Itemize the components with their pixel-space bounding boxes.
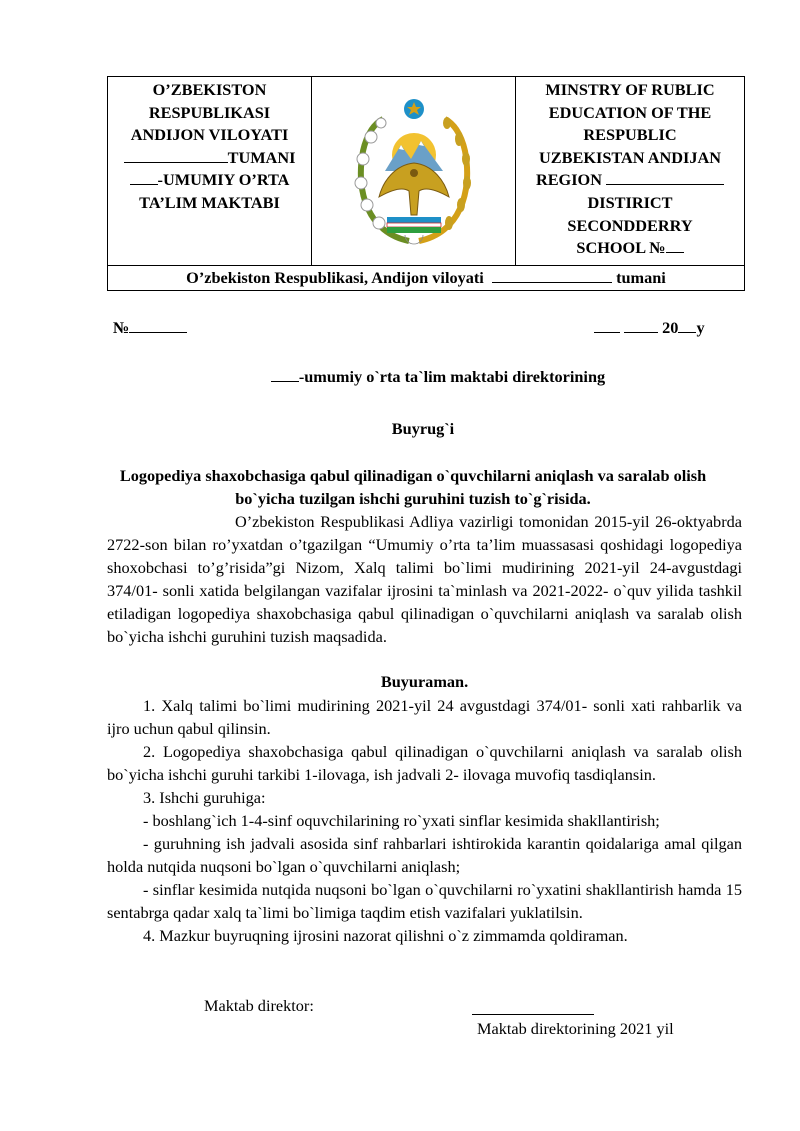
- order-item-4: 4. Mazkur buyruqning ijrosini nazorat qilishni o`z zimmamda qoldiraman.: [143, 926, 628, 945]
- date-day-blank[interactable]: [594, 318, 620, 333]
- signature-blank[interactable]: [472, 1014, 594, 1015]
- heading-text: -umumiy o`rta ta`lim maktabi direktorining: [298, 367, 606, 386]
- order-date-line: [594, 318, 705, 338]
- letterhead-emblem-cell: [312, 77, 516, 266]
- school-no-blank[interactable]: [666, 238, 684, 253]
- order-number-line: [113, 318, 187, 338]
- order-item-3b: - guruhning ish jadvali asosida sinf rahbarlari ishtirokida karantin qoidalariga amal qilgan holda nutqida nuqsoni bo`lgan o`quvchilarni aniqlash;: [107, 834, 742, 876]
- preamble-paragraph: [107, 510, 742, 648]
- order-item-3a: - boshlang`ich 1-4-sinf oquvchilarining ro`yxati sinflar kesimida shakllantirish;: [143, 811, 660, 830]
- right-line-3: RESPUBLIC: [583, 125, 677, 145]
- signature-label: Maktab direktor:: [204, 996, 314, 1015]
- school-director-heading: [0, 367, 800, 387]
- address-district-blank[interactable]: [492, 268, 612, 283]
- heading-school-number-blank[interactable]: [271, 367, 299, 382]
- left-line-5: -UMUMIY O’RTA: [157, 170, 290, 190]
- left-line-2: RESPUBLIKASI: [148, 102, 271, 122]
- right-line-7: SECONDDERRY: [567, 215, 693, 235]
- order-item-3c: - sinflar kesimida nutqida nuqsoni bo`lgan o`quvchilarni ro`yxatini shakllantirish hamda 15 sentabrga qadar xalq ta`limi bo`limiga taqdim etish vazifalari yuklatilsin.: [107, 880, 742, 922]
- district-blank[interactable]: [124, 148, 228, 163]
- school-number-blank[interactable]: [130, 170, 158, 185]
- letterhead-right-cell: [516, 77, 745, 266]
- order-verb: Buyuraman.: [380, 672, 469, 691]
- right-line-1: MINSTRY OF RUBLIC: [545, 80, 715, 99]
- left-line-1: O’ZBEKISTON: [152, 80, 267, 99]
- order-item-1: 1. Xalq talimi bo`limi mudirining 2021-yil 24 avgustdagi 374/01- sonli xati rahbarlik va ijro uchun qabul qilinsin.: [107, 696, 742, 738]
- letterhead-address-row: [108, 266, 745, 291]
- left-line-6: TA’LIM MAKTABI: [139, 192, 280, 212]
- date-month-blank[interactable]: [624, 318, 658, 333]
- date-year-suffix: y: [696, 318, 705, 337]
- left-line-4: TUMANI: [227, 147, 296, 167]
- order-item-2: 2. Logopediya shaxobchasiga qabul qilinadigan o`quvchilarni aniqlash va saralab olish bo`yicha ishchi guruhi tarkibi 1-ilovaga, ish jadvali 2- ilovaga muvofiq tasdiqlansin.: [107, 742, 742, 784]
- preamble-text: O’zbekiston Respublikasi Adliya vazirligi tomonidan 2015-yil 26-oktyabrda 2722-son bilan ro’yxatdan o’tgazilgan “Umumiy o’rta ta’lim muassasasi qoshidagi logopediya shoxobchasi to’g’risida”gi Nizom, Xalq talimi bo`limi mudirining 2021-yil 24-avgustdagi 374/01- sonli xatida belgilangan vazifalar ijrosini ta`minlash va 2021-2022- o`quv yilida tashkil etiladigan logopediya shaxobchasiga qabul qilinadigan o`quvchilarni aniqlash va saralab olish bo`yicha ishchi guruhini tuzish maqsadida.: [107, 512, 742, 646]
- order-title: Buyrug`i: [391, 419, 455, 438]
- letterhead-left-cell: [108, 77, 312, 266]
- address-text: O’zbekiston Respublikasi, Andijon viloyati: [186, 268, 484, 287]
- order-item-3: 3. Ishchi guruhiga:: [143, 788, 266, 807]
- date-year-blank[interactable]: [678, 318, 696, 333]
- number-sign: №: [113, 318, 130, 337]
- address-suffix: tumani: [616, 268, 666, 287]
- order-number-blank[interactable]: [129, 318, 187, 333]
- order-items: [107, 694, 742, 947]
- right-line-5: REGION: [535, 170, 602, 190]
- region-blank[interactable]: [606, 170, 724, 185]
- right-line-6: DISTIRICT: [587, 192, 673, 212]
- right-line-4: UZBEKISTAN ANDIJAN: [539, 147, 721, 167]
- right-line-8: SCHOOL №: [576, 238, 666, 258]
- letterhead-table: [107, 76, 745, 291]
- date-year-prefix: 20: [662, 318, 679, 337]
- left-line-3: ANDIJON VILOYATI: [130, 125, 289, 145]
- order-subject: Logopediya shaxobchasiga qabul qilinadigan o`quvchilarni aniqlash va saralab olish bo`yicha tuzilgan ishchi guruhini tuzish to`g`risida.: [119, 466, 707, 508]
- signature-caption: Maktab direktorining 2021 yil: [477, 1019, 674, 1038]
- right-line-2: EDUCATION OF THE: [548, 102, 712, 122]
- state-emblem-icon: [349, 93, 479, 249]
